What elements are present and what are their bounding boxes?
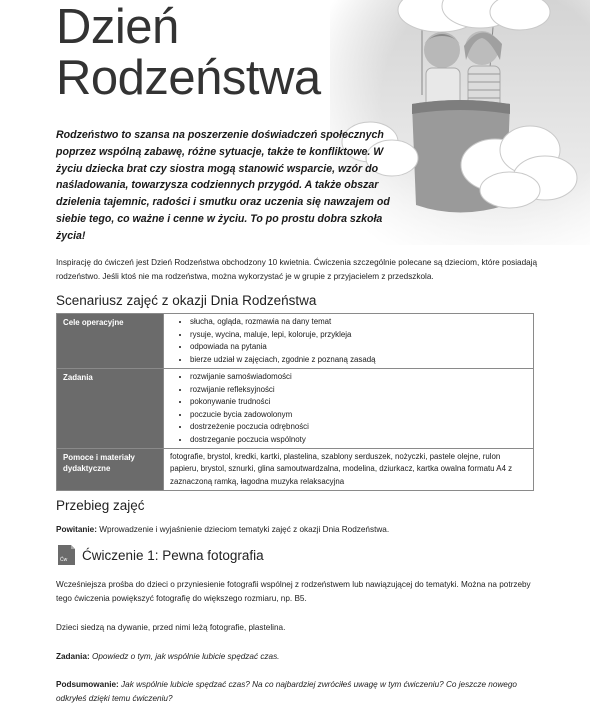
exercise-note-icon	[56, 544, 76, 566]
przebieg-heading: Przebieg zajęć	[56, 498, 145, 513]
scenario-heading: Scenariusz zajęć z okazji Dnia Rodzeństwa	[56, 293, 317, 308]
list-item: • słucha, ogląda, rozmawia na dany temat	[190, 316, 529, 329]
exercise-paragraph-2: Dzieci siedzą na dywanie, przed nimi leżą fotografie, plastelina.	[56, 623, 286, 632]
list-item: • poczucie bycia zadowolonym	[190, 409, 529, 422]
row-value-goals	[164, 314, 534, 369]
powitanie-label: Powitanie:	[56, 525, 97, 534]
podsumowanie-label: Podsumowanie:	[56, 680, 119, 689]
goals-list	[170, 316, 529, 366]
list-item: • bierze udział w zajęciach, zgodnie z poznaną zasadą	[190, 354, 529, 367]
tasks-list	[170, 371, 529, 446]
list-item: • rozwijanie samoświadomości	[190, 371, 529, 384]
zadania-text: Opowiedz o tym, jak wspólnie lubicie spędzać czas.	[89, 652, 280, 661]
title-line-1: Dzień	[56, 0, 179, 54]
table-row	[57, 449, 534, 491]
powitanie-text: Wprowadzenie i wyjaśnienie dzieciom tematyki zajęć z okazji Dnia Rodzeństwa.	[96, 525, 390, 534]
title-line-2: Rodzeństwa	[56, 51, 321, 105]
podsumowanie-text: Jak wspólnie lubicie spędzać czas? Na co najbardziej zwróciłeś uwagę w tym ćwiczeniu? Co jeszcze nowego odkryłeś dzięki temu ćwiczeniu?	[56, 680, 517, 703]
intro-paragraph: Rodzeństwo to szansa na poszerzenie doświadczeń społecznych poprzez wspólną zabawę, różne sytuacje, także te konfliktowe. W życiu dziecka brat czy siostra mogą stanowić wsparcie, wzór do naśladowania, towarzysza codziennych przygód. A także obszar dzielenia tajemnic, radości i smutku oraz uczenia się nawzajem od siebie tego, co ważne i cenne w życiu. To po prostu dobra szkoła życia!	[56, 129, 390, 242]
table-row	[57, 369, 534, 449]
page-title	[56, 2, 321, 104]
row-value-tasks	[164, 369, 534, 449]
row-label-tasks: Zadania	[57, 369, 164, 449]
powitanie-paragraph	[56, 523, 538, 537]
inspiration-paragraph: Inspirację do ćwiczeń jest Dzień Rodzeństwa obchodzony 10 kwietnia. Ćwiczenia szczególnie polecane są dzieciom, które posiadają rodzeństwo. Jeśli ktoś nie ma rodzeństwa, można wykorzystać je w grupie z przyjacielem z przedszkola.	[56, 258, 538, 281]
list-item: • dostrzeżenie poczucia odrębności	[190, 421, 529, 434]
zadania-paragraph	[56, 650, 538, 664]
zadania-label: Zadania:	[56, 652, 90, 661]
podsumowanie-paragraph	[56, 678, 538, 705]
exercise-paragraph-1: Wcześniejsza prośba do dzieci o przyniesienie fotografii wspólnej z rodzeństwem lub nawiązującej do tematyki. Można na potrzeby tego ćwiczenia powiększyć fotografię do większego rozmiaru, np. B5.	[56, 580, 531, 603]
list-item: • odpowiada na pytania	[190, 341, 529, 354]
list-item: • pokonywanie trudności	[190, 396, 529, 409]
table-row	[57, 314, 534, 369]
exercise-title: Ćwiczenie 1: Pewna fotografia	[82, 548, 264, 563]
list-item: • rozwijanie refleksyjności	[190, 384, 529, 397]
scenario-table	[56, 313, 534, 491]
row-label-materials: Pomoce i materiały dydaktyczne	[57, 449, 164, 491]
row-value-materials: fotografie, brystol, kredki, kartki, plastelina, szablony serduszek, nożyczki, pastele olejne, rulon papieru, brystol, sznurki, glina samoutwardzalna, modelina, dziurkacz, kartka owalna formatu A4 z zaznaczoną ramką, łagodna muzyka relaksacyjna	[164, 449, 534, 491]
list-item: • rysuje, wycina, maluje, lepi, koloruje, przykleja	[190, 329, 529, 342]
row-label-goals: Cele operacyjne	[57, 314, 164, 369]
exercise-icon-label: Ćw	[60, 557, 68, 563]
list-item: • dostrzeganie poczucia wspólnoty	[190, 434, 529, 447]
